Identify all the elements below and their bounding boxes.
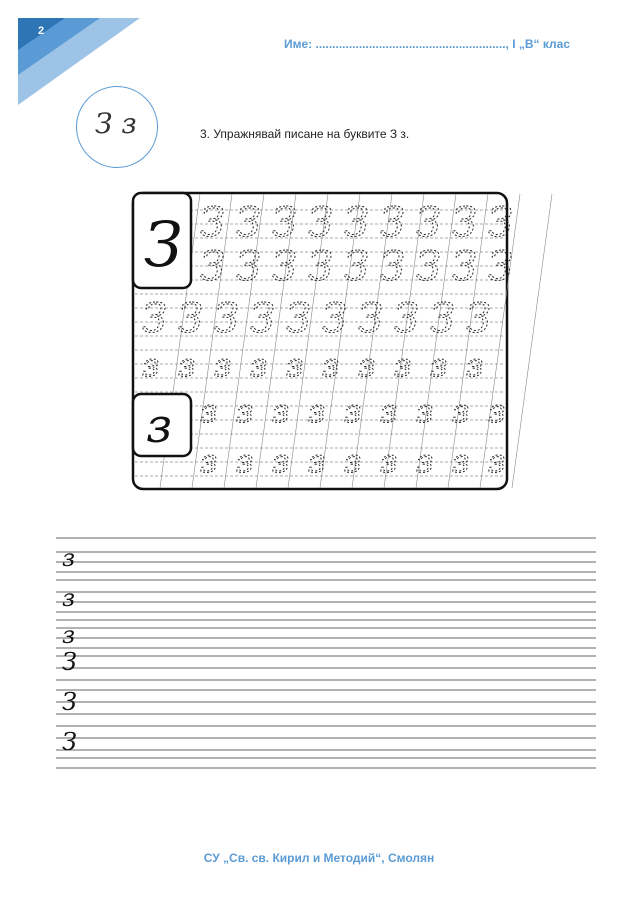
worksheet-upper-letter: З (144, 208, 183, 281)
trace-letter: З (236, 244, 261, 290)
trace-letter: З (416, 200, 441, 246)
practice-letter: з (62, 584, 76, 612)
trace-letter: з (236, 392, 254, 430)
trace-letter: З (322, 296, 347, 342)
practice-letter: З (62, 728, 77, 756)
trace-letter: З (236, 200, 261, 246)
name-header: Име: ........................................................., I „В“ клас (283, 37, 570, 51)
trace-letter: З (380, 200, 405, 246)
trace-letter: З (200, 200, 225, 246)
trace-letter: з (286, 346, 304, 384)
trace-letter: З (272, 244, 297, 290)
practice-letter: З (62, 648, 77, 676)
trace-letter: з (416, 442, 434, 480)
practice-letter: з (62, 621, 76, 649)
trace-letter: з (358, 346, 376, 384)
trace-letter: з (142, 346, 160, 384)
trace-letter: з (236, 442, 254, 480)
exercise-instruction: 3. Упражнявай писане на буквите З з. (200, 127, 410, 141)
trace-letter: з (488, 392, 506, 430)
trace-letter: з (466, 346, 484, 384)
trace-letter: З (308, 244, 333, 290)
worksheet-lower-letter: з (146, 398, 173, 454)
trace-letter: з (430, 346, 448, 384)
badge-letters: З з (95, 107, 137, 140)
trace-letter: з (344, 442, 362, 480)
trace-letter: з (200, 442, 218, 480)
trace-letter: З (308, 200, 333, 246)
trace-letter: З (142, 296, 167, 342)
trace-letter: З (250, 296, 275, 342)
trace-letter: З (344, 244, 369, 290)
trace-letter: з (250, 346, 268, 384)
practice-letter: З (62, 688, 77, 716)
trace-letter: З (214, 296, 239, 342)
trace-letter: з (380, 392, 398, 430)
trace-letter: з (272, 442, 290, 480)
school-footer: СУ „Св. св. Кирил и Методий“, Смолян (203, 851, 435, 865)
trace-letter: з (452, 442, 470, 480)
trace-letter: З (416, 244, 441, 290)
trace-letter: з (308, 442, 326, 480)
trace-letter: З (344, 200, 369, 246)
trace-letter: з (308, 392, 326, 430)
trace-letter: з (344, 392, 362, 430)
trace-letter: з (272, 392, 290, 430)
trace-letter: З (488, 200, 513, 246)
trace-letter: З (452, 244, 477, 290)
trace-letter: з (394, 346, 412, 384)
trace-letter: З (380, 244, 405, 290)
trace-letter: З (488, 244, 513, 290)
trace-letter: З (272, 200, 297, 246)
trace-letter: З (286, 296, 311, 342)
trace-letter: з (452, 392, 470, 430)
trace-letter: з (200, 392, 218, 430)
trace-letter: З (466, 296, 491, 342)
page-number: 2 (38, 25, 45, 37)
trace-letter: з (416, 392, 434, 430)
trace-letter: З (178, 296, 203, 342)
trace-letter: З (430, 296, 455, 342)
trace-letter: З (358, 296, 383, 342)
trace-letter: з (178, 346, 196, 384)
trace-letter: З (394, 296, 419, 342)
trace-letter: З (452, 200, 477, 246)
trace-letter: З (200, 244, 225, 290)
trace-letter: з (322, 346, 340, 384)
practice-letter: з (62, 544, 76, 572)
trace-letter: з (214, 346, 232, 384)
trace-letter: з (380, 442, 398, 480)
trace-letter: з (488, 442, 506, 480)
